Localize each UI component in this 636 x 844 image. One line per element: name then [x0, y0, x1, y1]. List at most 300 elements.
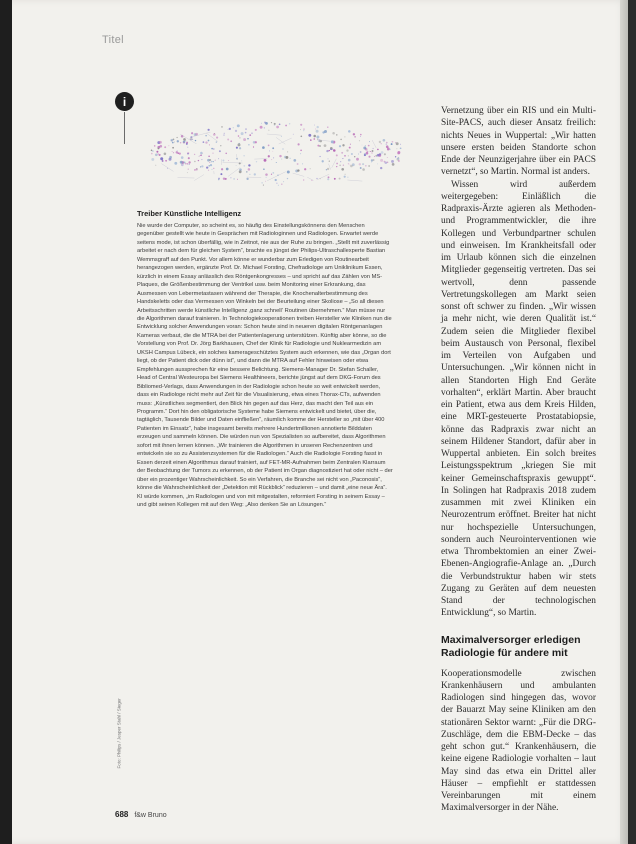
cloud-dot: [241, 160, 242, 161]
cloud-dot: [278, 185, 279, 186]
cloud-dot: [159, 145, 162, 148]
cloud-dot: [213, 168, 214, 169]
cloud-dot: [334, 178, 336, 180]
cloud-dot: [303, 179, 304, 180]
cloud-dot: [188, 157, 190, 159]
cloud-dot: [354, 156, 355, 157]
cloud-dot: [300, 135, 302, 137]
page-fold-edge: [620, 0, 628, 844]
cloud-dot: [219, 150, 221, 152]
cloud-dot: [233, 178, 235, 180]
cloud-dot: [319, 156, 320, 157]
cloud-dot: [371, 162, 372, 163]
cloud-dot: [318, 139, 320, 141]
cloud-dot: [195, 140, 196, 141]
cloud-dot: [283, 181, 284, 182]
cloud-dot: [174, 142, 175, 143]
cloud-dot: [348, 155, 349, 156]
cloud-dot: [368, 165, 370, 167]
cloud-dot: [251, 132, 253, 134]
cloud-dot: [185, 140, 186, 141]
cloud-dot: [271, 122, 272, 123]
cloud-link: [194, 175, 204, 181]
cloud-dot: [218, 178, 220, 180]
cloud-dot: [317, 139, 318, 140]
cloud-dot: [360, 167, 362, 169]
cloud-dot: [230, 140, 232, 142]
cloud-dot: [380, 167, 382, 169]
cloud-dot: [168, 145, 169, 146]
cloud-dot: [177, 140, 179, 142]
main-paragraph-2: Wissen wird außerdem weitergegeben: Einläßlich die Radpraxis-Ärzte agieren als Methoden- und Programmentwickler, die ihre Kollegen und Verbundpartner schulen und einweisen. Im Krankheitsfall oder im Urlaub können sich die einzelnen Mitglieder gegenseitig vertreten. Das sei wertvoll, denn passende Vertretungskollegen am Markt seien sonst oft schwer zu finden. „Wir wissen ja mehr nicht, wie deren Qualität ist.“ Zudem seien die Mitglieder flexibel beim Austausch von Personal, flexibel im Verteilen von Aufgaben und Untersuchungen. „Wir können nicht in allen Standorten High End Geräte vorhalten“, erklärt Martin. Aber braucht ein Patient, etwa aus dem Kreis Hilden, eine MRT-gesteuerte Prostatabiopsie, könne das Radpraxis zwar nicht an seinem Hildener Standort, dafür aber in Wuppertal anbieten. Ein solch breites Leistungsspektrum „kriegen Sie mit keiner Gemeinschaftspraxis gewuppt“. In Solingen hat Radpraxis 2018 zudem zusammen mit zwei Kliniken ein Neurozentrum eröffnet. Breiter hat nicht nur hochspezielle Untersuchungen, sondern auch Neurointerventionen wie etwa Thrombektomien an einer Zwei-Ebenen-Angiografie-Anlage an. „Durch die Verbundstruktur haben wir stets Zugang zu Geräten auf dem neuesten Stand der technologischen Entwicklung“, so Martin.: [441, 179, 596, 619]
cloud-dot: [154, 145, 156, 147]
cloud-dot: [281, 159, 282, 160]
main-paragraph-3: Kooperationsmodelle zwischen Krankenhäusern und ambulanten Radiologen sind hingegen das, wovor der Bauarzt May seine Kliniken am den stationären Sektor warnt: „Für die DRG-Zuschläge, dem die EBM-Decke – das geht schon gut.“ Krankenhäusern, die keine eigene Radiologie vorhalten – laut May sind das etwa ein Drittel aller Häuser – empfiehlt er stattdessen Vereinbarungen mit einem Maximalversorger in der Nähe.: [441, 668, 596, 814]
cloud-dot: [367, 151, 369, 153]
cloud-dot: [340, 161, 341, 162]
cloud-dot: [385, 162, 388, 165]
sidebar-box: [131, 112, 409, 762]
cloud-dot: [271, 174, 272, 175]
photo-credit: [110, 625, 120, 775]
cloud-dot: [194, 161, 195, 162]
cloud-dot: [336, 154, 338, 156]
cloud-dot: [303, 130, 304, 131]
cloud-dot: [169, 158, 172, 161]
page-number: 688: [115, 810, 129, 819]
cloud-dot: [287, 151, 288, 152]
cloud-dot: [276, 162, 277, 163]
cloud-dot: [208, 129, 210, 131]
cloud-dot: [331, 140, 334, 143]
cloud-dot: [342, 158, 343, 159]
cloud-dot: [261, 123, 262, 124]
cloud-dot: [208, 170, 209, 171]
cloud-dot: [359, 163, 361, 165]
cloud-dot: [384, 153, 386, 155]
cloud-dot: [370, 151, 371, 152]
cloud-dot: [275, 179, 277, 181]
cloud-dot: [300, 124, 302, 126]
cloud-dot: [185, 163, 187, 165]
cloud-dot: [151, 153, 153, 155]
cloud-dot: [215, 160, 216, 161]
cloud-dot: [151, 158, 154, 161]
cloud-dot: [206, 166, 208, 168]
cloud-dot: [381, 151, 384, 154]
cloud-dot: [276, 183, 277, 184]
cloud-dot: [213, 148, 215, 150]
cloud-dot: [339, 178, 341, 180]
cloud-dot: [151, 150, 153, 152]
cloud-dot: [348, 159, 351, 162]
cloud-dot: [241, 132, 244, 135]
cloud-dot: [349, 147, 351, 149]
cloud-dot: [344, 136, 345, 137]
cloud-dot: [225, 153, 226, 154]
data-point-cloud-illustration: [131, 112, 409, 202]
cloud-dot: [392, 163, 395, 166]
cloud-dot: [315, 129, 316, 130]
cloud-dot: [293, 134, 294, 135]
cloud-dot: [183, 142, 185, 144]
cloud-dot: [271, 159, 272, 160]
cloud-dot: [213, 133, 216, 136]
cloud-dot: [333, 149, 336, 152]
page-footer: [115, 810, 167, 819]
cloud-dot: [391, 143, 393, 145]
cloud-dot: [268, 155, 270, 157]
cloud-dot: [339, 145, 341, 147]
cloud-dot: [221, 126, 223, 128]
cloud-dot: [205, 141, 207, 143]
cloud-dot: [351, 153, 353, 155]
cloud-dot: [198, 160, 199, 161]
cloud-dot: [164, 153, 167, 156]
cloud-dot: [255, 129, 257, 131]
cloud-dot: [187, 153, 188, 154]
cloud-dot: [155, 165, 156, 166]
cloud-dot: [239, 170, 242, 173]
cloud-dot: [327, 127, 328, 128]
cloud-link: [332, 159, 337, 168]
cloud-dot: [397, 157, 399, 159]
cloud-dot: [216, 137, 218, 139]
cloud-dot: [318, 141, 319, 142]
cloud-dot: [236, 165, 237, 166]
cloud-dot: [356, 158, 359, 161]
cloud-dot: [173, 152, 174, 153]
main-column: [441, 105, 596, 815]
cloud-dot: [341, 168, 344, 171]
cloud-dot: [245, 128, 247, 130]
cloud-dot: [180, 142, 181, 143]
cloud-dot: [328, 176, 330, 178]
cloud-dot: [344, 155, 346, 157]
cloud-dot: [310, 168, 311, 169]
cloud-dot: [372, 148, 373, 149]
cloud-dot: [298, 143, 300, 145]
cloud-dot: [245, 132, 247, 134]
cloud-dot: [400, 144, 401, 145]
cloud-dot: [369, 141, 370, 142]
cloud-dot: [209, 159, 211, 161]
cloud-dot: [266, 177, 267, 178]
cloud-link: [293, 173, 305, 176]
cloud-dot: [276, 126, 279, 129]
cloud-dot: [272, 147, 274, 149]
cloud-dot: [187, 163, 188, 164]
cloud-dot: [368, 156, 370, 158]
cloud-dot: [248, 144, 250, 146]
cloud-dot: [220, 173, 222, 175]
cloud-dot: [269, 150, 270, 151]
cloud-dot: [223, 177, 225, 179]
cloud-dot: [162, 160, 163, 161]
cloud-dot: [362, 168, 365, 171]
cloud-dot: [268, 145, 270, 147]
cloud-dot: [246, 171, 247, 172]
cloud-dot: [287, 171, 290, 174]
cloud-dot: [255, 141, 257, 143]
cloud-dot: [343, 165, 344, 166]
cloud-dot: [213, 153, 214, 154]
cloud-dot: [273, 157, 274, 158]
cloud-dot: [194, 154, 195, 155]
cloud-dot: [264, 127, 265, 128]
cloud-dot: [329, 150, 330, 151]
cloud-dot: [300, 129, 301, 130]
cloud-dot: [211, 148, 213, 150]
cloud-dot: [377, 149, 379, 151]
cloud-link: [307, 177, 313, 180]
cloud-dot: [392, 141, 394, 143]
cloud-link: [180, 134, 196, 144]
cloud-dot: [336, 166, 337, 167]
cloud-dot: [205, 135, 206, 136]
cloud-dot: [256, 161, 257, 162]
cloud-dot: [362, 145, 363, 146]
cloud-dot: [365, 165, 366, 166]
cloud-dot: [201, 159, 202, 160]
cloud-link: [279, 138, 292, 144]
cloud-dot: [400, 147, 402, 149]
cloud-dot: [346, 149, 348, 151]
cloud-dot: [310, 139, 312, 141]
cloud-dot: [336, 134, 337, 135]
photo-credit-text: Foto: Philips / Jesper Stahl / Sieger: [116, 698, 122, 769]
cloud-dot: [249, 174, 250, 175]
cloud-dot: [274, 123, 276, 125]
cloud-dot: [265, 173, 268, 176]
cloud-dot: [300, 153, 301, 154]
cloud-dot: [327, 168, 329, 170]
cloud-dot: [352, 163, 355, 166]
cloud-dot: [213, 161, 214, 162]
cloud-dot: [345, 174, 346, 175]
cloud-dot: [364, 154, 366, 156]
cloud-dot: [268, 130, 269, 131]
cloud-dot: [188, 161, 190, 163]
magazine-page: [12, 0, 628, 844]
cloud-dot: [324, 130, 327, 133]
cloud-dot: [287, 178, 288, 179]
cloud-dot: [226, 168, 229, 171]
cloud-dot: [285, 125, 287, 127]
cloud-dot: [239, 147, 241, 149]
cloud-dot: [397, 151, 400, 154]
cloud-dot: [395, 156, 396, 157]
cloud-dot: [353, 133, 355, 135]
cloud-dot: [216, 141, 217, 142]
cloud-dot: [174, 162, 177, 165]
cloud-dot: [328, 158, 329, 159]
cloud-dot: [279, 123, 281, 125]
cloud-dot: [377, 163, 378, 164]
info-icon: i: [115, 92, 134, 111]
cloud-dot: [327, 178, 329, 180]
cloud-dot: [354, 136, 355, 137]
cloud-dot: [224, 133, 225, 134]
cloud-dot: [222, 160, 224, 162]
cloud-dot: [316, 136, 319, 139]
cloud-dot: [239, 137, 240, 138]
cloud-dot: [191, 132, 193, 134]
cloud-dot: [243, 165, 245, 167]
cloud-dot: [235, 130, 237, 132]
cloud-dot: [263, 185, 264, 186]
cloud-dot: [203, 141, 205, 143]
cloud-dot: [324, 144, 327, 147]
cloud-dot: [264, 159, 267, 162]
cloud-dot: [336, 163, 338, 165]
cloud-dot: [218, 179, 219, 180]
cloud-dot: [159, 155, 160, 156]
cloud-dot: [359, 140, 360, 141]
cloud-dot: [374, 156, 375, 157]
cloud-dot: [290, 158, 291, 159]
cloud-dot: [177, 150, 178, 151]
cloud-dot: [313, 138, 315, 140]
cloud-dot: [179, 152, 181, 154]
cloud-dot: [360, 136, 361, 137]
cloud-dot: [201, 165, 203, 167]
cloud-dot: [159, 141, 162, 144]
cloud-link: [372, 140, 376, 148]
cloud-dot: [237, 124, 240, 127]
cloud-dot: [348, 163, 349, 164]
cloud-dot: [172, 147, 174, 149]
cloud-dot: [379, 141, 381, 143]
cloud-dot: [208, 165, 209, 166]
cloud-dot: [369, 151, 370, 152]
cloud-dot: [211, 169, 212, 170]
cloud-dot: [253, 146, 254, 147]
cloud-dot: [165, 160, 167, 162]
cloud-dot: [209, 162, 210, 163]
cloud-dot: [282, 148, 283, 149]
cloud-dot: [314, 125, 315, 126]
cloud-dot: [186, 142, 188, 144]
sidebar-body-text: Nie wurde der Computer, so scheint es, so häufig des Einstellungskönnens den Menschen gegenüber gestellt wie heute in Gesprächen mit Radiologinnen und Radiologen. Erwartet werde seitens mode, ist schon überfällig, wie in Zeitnot, nie aus der Ruhe zu bringen. „Stellt mit zuverlässig arbeitet er nach dem für gleichen System“, brachte es jüngst der Philips-Ultraschallexperte Bastian Wemmsgraff auf den Punkt. Vor allem könne er wunderbar zum Erledigen von Routinearbeit herangezogen werden, ergänzte Prof. Dr. Michael Forsting, Chefradiologe am Uniklinikum Essen, kürzlich in einem Essay anlässlich des Röntgenkongresses – und spricht auf das Zählen von MS-Plaques, die Größenbestimmung der Ventrikel usw. beim Monitoring einer Erkrankung, das Ausmessen von Lebermetastasen während der Therapie, die Knochenalterbestimmung des Handskeletts oder das Vermessen von Winkeln bei der Beurteilung einer Skoliose – „So all diesen Arbeitsschritten werde künstliche Intelligenz ‚ganz schnell‘ Routinen übernehmen.“ Man müsse nur die Algorithmen darauf trainieren. In Technologiekooperationen treiben Hersteller wie Kliniken nun die Entwicklung solcher Anwendungen voran: Schon heute sind in neueren digitalen Röntgenanlagen Kameras verbaut, die die MTRA bei der Patientenlagerung unterstützen. Künftig aber könne, so die Vorstellung von Prof. Dr. Jörg Barkhausen, Chef der Klinik für Radiologie und Nuklearmedizin am UKSH Campus Lübeck, ein solches kamerageschütztes System auch erkennen, wie das „Organ dort liegt, ob der Patient dick oder dünn ist“, und dann die MTRA auf Fehler hinweisen oder etwa Empfehlungen aussprechen für eine bessere Belichtung. Siemens-Manager Dr. Stefan Schaller, Head of Central Westeuropa bei Siemens Healthineers, berichte jüngst auf dem DKG-Forum des Bibliomed-Verlags, dass Anwendungen in der Radiologie schon heute so weit entwickelt werden, dass ein Radiologe nicht mehr auf Zeit für die Visualisierung, etwa eines Thorax-CTs, aufwenden muss: „Künstliches segmentiert, den Blick hin gegen auf das Herz, das macht den Teil aus ein Programm.“ Dort hin den obligatorische Systeme habe Siemens entwickelt und bietet, über die, tagtäglich, Tausende Bilder und Daten einfließen“, räumlich komme der Hersteller so „mit über 400 Patienten im Einsatz“, habe insgesamt bereits mehrere Hundertmillionen annotierte Bilddaten erzeugen und sammeln können. Die würden nun von Spezialisten so aufbereitet, dass Algorithmen sofort mit ihnen lernen können. „Wir trainieren die Algorithmen in unseren Rechenzentren und entwickeln sie so zu Assistenzsystemen für die Radiologen.“ Auch die Radiologie Forsting fasst in Essen derzeit einen Algorithmus darauf trainiert, auf FET-MR-Aufnahmen beim Zentralen Klarraum der Beobachtung der Tumors zu erkennen, ob der Patient im Organ diagnostiziert hat oder nicht – der über ein prozentiger Wahrscheinlichkeit. So ein Verfahren, die Branche sei nicht von „Paconosis“, könne die Wahrscheinlichkeit der „Detektion mit Rückblick“ reduzieren – und damit „eine neue Ära“. KI würde kommen, „im Radiologen und von mit mitgestalten, reformiert Forsting in seinem Essay – und gibt seinen Kollegen mit auf den Weg: „Also denken Sie an Lösungen.“: [137, 223, 393, 508]
cloud-dot: [265, 181, 266, 182]
cloud-dot: [371, 159, 373, 161]
cloud-dot: [177, 137, 178, 138]
cloud-dot: [208, 140, 210, 142]
cloud-dot: [339, 164, 341, 166]
cloud-dot: [303, 128, 305, 130]
cloud-dot: [155, 153, 158, 156]
cloud-dot: [308, 134, 311, 137]
cloud-dot: [260, 126, 263, 129]
cloud-dot: [227, 139, 229, 141]
cloud-dot: [228, 160, 229, 161]
cloud-dot: [264, 122, 266, 124]
cloud-dot: [279, 155, 281, 157]
cloud-dot: [223, 135, 224, 136]
cloud-dot: [342, 144, 344, 146]
cloud-dot: [243, 138, 246, 141]
cloud-dot: [396, 148, 397, 149]
cloud-dot: [170, 139, 173, 142]
cloud-dot: [398, 160, 400, 162]
cloud-dot: [183, 161, 185, 163]
cloud-dot: [220, 145, 221, 146]
cloud-dot: [326, 169, 327, 170]
sidebar-heading: Treiber Künstliche Intelligenz: [137, 209, 242, 218]
publication-name: f&w Bruno: [134, 812, 167, 819]
cloud-dot: [281, 183, 282, 184]
section-title: Titel: [102, 34, 124, 46]
cloud-dot: [218, 158, 219, 159]
cloud-dot: [347, 177, 348, 178]
cloud-dot: [341, 152, 343, 154]
cloud-dot: [383, 139, 386, 142]
cloud-dot: [281, 136, 282, 137]
cloud-dot: [176, 151, 178, 153]
cloud-dot: [386, 143, 387, 144]
cloud-dot: [380, 159, 383, 162]
main-subheading: Maximalversorger erledigen Radiologie für andere mit: [441, 633, 581, 659]
cloud-dot: [350, 144, 351, 145]
cloud-link: [161, 164, 173, 172]
info-divider-line: [124, 112, 125, 144]
cloud-link: [267, 134, 282, 135]
cloud-dot: [160, 157, 163, 160]
cloud-dot: [261, 182, 262, 183]
cloud-dot: [210, 164, 212, 166]
cloud-dot: [387, 157, 388, 158]
cloud-dot: [247, 138, 248, 139]
cloud-link: [228, 168, 240, 177]
cloud-dot: [326, 150, 328, 152]
cloud-dot: [180, 161, 183, 164]
page-binding-edge: [0, 0, 12, 844]
cloud-link: [347, 180, 362, 181]
cloud-dot: [391, 160, 394, 163]
cloud-dot: [254, 173, 256, 175]
cloud-dot: [237, 179, 238, 180]
cloud-dot: [211, 161, 213, 163]
cloud-dot: [200, 166, 201, 167]
cloud-dot: [239, 162, 241, 164]
cloud-dot: [297, 163, 299, 165]
cloud-dot: [229, 128, 231, 130]
cloud-dot: [189, 164, 190, 165]
cloud-dot: [372, 150, 374, 152]
cloud-dot: [248, 168, 251, 171]
cloud-dot: [246, 178, 248, 180]
cloud-dot: [187, 172, 188, 173]
cloud-dot: [366, 152, 369, 155]
cloud-dot: [158, 148, 160, 150]
cloud-dot: [249, 134, 251, 136]
cloud-dot: [243, 155, 244, 156]
cloud-dot: [194, 169, 196, 171]
cloud-dot: [332, 132, 335, 135]
cloud-dot: [329, 160, 330, 161]
cloud-dot: [348, 130, 351, 133]
cloud-dot: [183, 138, 186, 141]
cloud-dot: [362, 163, 364, 165]
cloud-dot: [358, 153, 359, 154]
cloud-dot: [386, 145, 389, 148]
cloud-dot: [371, 152, 372, 153]
cloud-dot: [319, 145, 321, 147]
cloud-dot: [164, 146, 166, 148]
cloud-dot: [230, 177, 231, 178]
cloud-dot: [248, 164, 250, 166]
